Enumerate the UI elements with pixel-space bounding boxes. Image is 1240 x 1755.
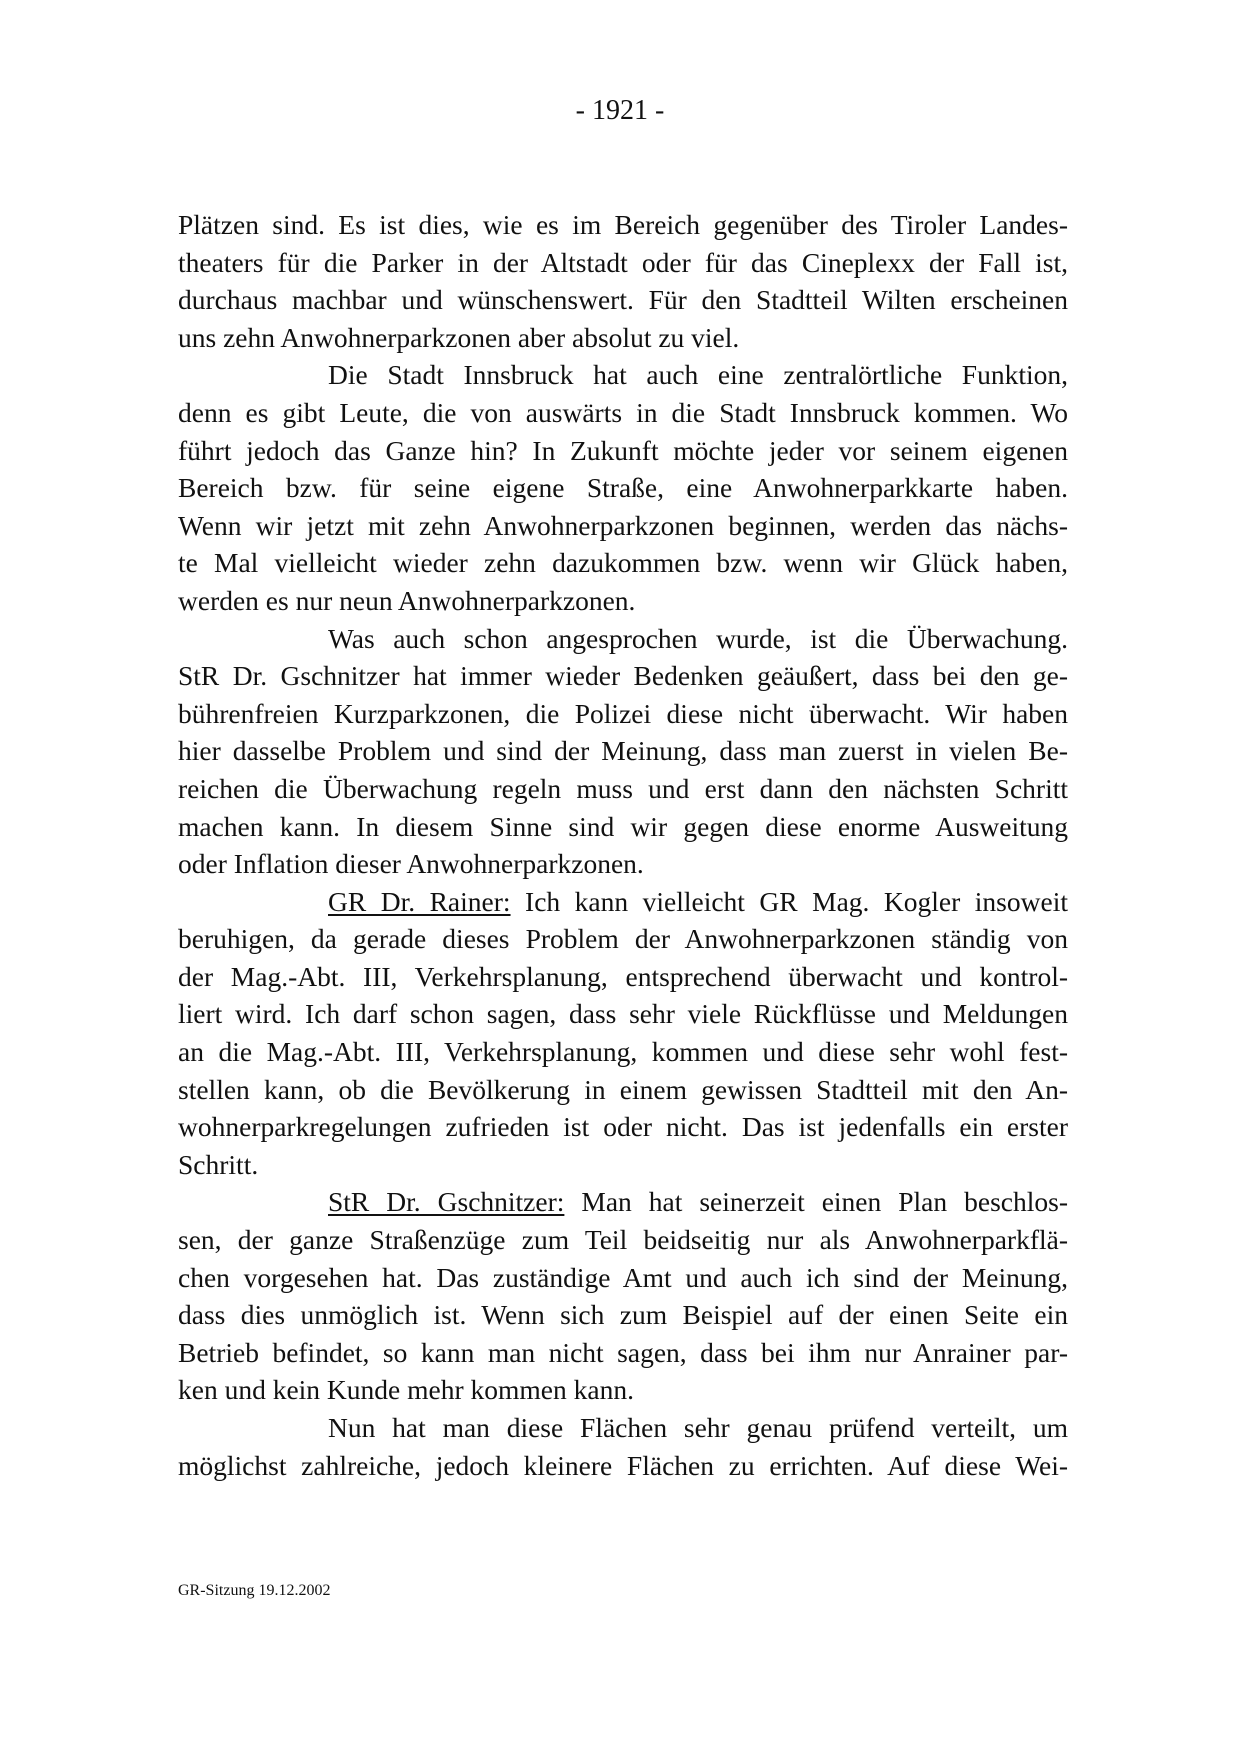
text-line: [178, 319, 1068, 357]
text-line: [178, 206, 1068, 244]
text-line: [178, 582, 1068, 620]
line-text: chen vorgesehen hat. Das zuständige Amt und auch ich sind der Meinung,: [178, 1261, 1068, 1293]
line-text: denn es gibt Leute, die von auswärts in die Stadt Innsbruck kommen. Wo: [178, 396, 1068, 428]
text-line: [178, 695, 1068, 733]
document-body: [178, 206, 1068, 1484]
line-text: durchaus machbar und wünschenswert. Für den Stadtteil Wilten erscheinen: [178, 284, 1068, 316]
line-text: Schritt.: [178, 1148, 259, 1180]
text-line: [178, 432, 1068, 470]
line-text: der Mag.-Abt. III, Verkehrsplanung, entsprechend überwacht und kontrol-: [178, 960, 1068, 992]
line-text: bührenfreien Kurzparkzonen, die Polizei diese nicht überwacht. Wir haben: [178, 697, 1068, 729]
line-text: Man hat seinerzeit einen Plan beschlos-: [564, 1186, 1068, 1218]
line-text: dass dies unmöglich ist. Wenn sich zum Beispiel auf der einen Seite ein: [178, 1299, 1068, 1331]
line-text: Bereich bzw. für seine eigene Straße, eine Anwohnerparkkarte haben.: [178, 472, 1068, 504]
line-text: sen, der ganze Straßenzüge zum Teil beidseitig nur als Anwohnerparkflä-: [178, 1224, 1068, 1256]
text-line: [178, 1033, 1068, 1071]
speaker-name: StR Dr. Gschnitzer:: [328, 1186, 565, 1218]
text-line: [178, 1334, 1068, 1372]
line-text: Was auch schon angesprochen wurde, ist die Überwachung.: [328, 622, 1068, 654]
line-text: werden es nur neun Anwohnerparkzonen.: [178, 584, 636, 616]
text-line: [178, 770, 1068, 808]
line-text: Plätzen sind. Es ist dies, wie es im Bereich gegenüber des Tiroler Landes-: [178, 209, 1068, 240]
line-text: StR Dr. Gschnitzer hat immer wieder Bedenken geäußert, dass bei den ge-: [178, 660, 1068, 692]
footer-session-date: GR-Sitzung 19.12.2002: [178, 1582, 331, 1599]
text-line: [178, 995, 1068, 1033]
line-text: führt jedoch das Ganze hin? In Zukunft möchte jeder vor seinem eigenen: [178, 434, 1068, 466]
line-text: stellen kann, ob die Bevölkerung in einem gewissen Stadtteil mit den An-: [178, 1073, 1068, 1105]
line-text: Ich kann vielleicht GR Mag. Kogler insoweit: [510, 885, 1068, 917]
speaker-name: GR Dr. Rainer:: [328, 885, 511, 917]
text-line: [178, 1108, 1068, 1146]
text-line: [178, 883, 1068, 921]
line-text: reichen die Überwachung regeln muss und erst dann den nächsten Schritt: [178, 772, 1068, 804]
line-text: hier dasselbe Problem und sind der Meinung, dass man zuerst in vielen Be-: [178, 735, 1068, 767]
text-line: [178, 1296, 1068, 1334]
line-text: te Mal vielleicht wieder zehn dazukommen bzw. wenn wir Glück haben,: [178, 547, 1068, 579]
text-line: [178, 356, 1068, 394]
text-line: [178, 845, 1068, 883]
text-line: [178, 1071, 1068, 1109]
line-text: wohnerparkregelungen zufrieden ist oder nicht. Das ist jedenfalls ein erster: [178, 1111, 1068, 1143]
line-text: Die Stadt Innsbruck hat auch eine zentralörtliche Funktion,: [328, 359, 1068, 391]
line-text: liert wird. Ich darf schon sagen, dass sehr viele Rückflüsse und Meldungen: [178, 998, 1068, 1030]
line-text: möglichst zahlreiche, jedoch kleinere Flächen zu errichten. Auf diese Wei-: [178, 1449, 1068, 1481]
line-text: Wenn wir jetzt mit zehn Anwohnerparkzonen beginnen, werden das nächs-: [178, 509, 1068, 541]
line-text: oder Inflation dieser Anwohnerparkzonen.: [178, 848, 644, 880]
text-line: [178, 281, 1068, 319]
line-text: an die Mag.-Abt. III, Verkehrsplanung, kommen und diese sehr wohl fest-: [178, 1036, 1068, 1068]
text-line: [178, 244, 1068, 282]
text-line: [178, 620, 1068, 658]
line-text: Nun hat man diese Flächen sehr genau prüfend verteilt, um: [328, 1412, 1068, 1443]
text-line: [178, 958, 1068, 996]
text-line: [178, 1409, 1068, 1447]
text-line: [178, 732, 1068, 770]
text-line: [178, 920, 1068, 958]
line-text: beruhigen, da gerade dieses Problem der Anwohnerparkzonen ständig von: [178, 923, 1068, 955]
page-number: - 1921 -: [575, 95, 665, 126]
line-text: machen kann. In diesem Sinne sind wir gegen diese enorme Ausweitung: [178, 810, 1068, 842]
text-line: [178, 657, 1068, 695]
text-line: [178, 544, 1068, 582]
text-line: [178, 1183, 1068, 1221]
line-text: Betrieb befindet, so kann man nicht sagen, dass bei ihm nur Anrainer par-: [178, 1336, 1068, 1368]
line-text: theaters für die Parker in der Altstadt oder für das Cineplexx der Fall ist,: [178, 246, 1068, 278]
text-line: [178, 1259, 1068, 1297]
text-line: [178, 469, 1068, 507]
text-line: [178, 1447, 1068, 1485]
text-line: [178, 1146, 1068, 1184]
text-line: [178, 1221, 1068, 1259]
line-text: ken und kein Kunde mehr kommen kann.: [178, 1374, 634, 1406]
text-line: [178, 808, 1068, 846]
line-text: uns zehn Anwohnerparkzonen aber absolut zu viel.: [178, 321, 740, 353]
text-line: [178, 1371, 1068, 1409]
text-line: [178, 507, 1068, 545]
text-line: [178, 394, 1068, 432]
